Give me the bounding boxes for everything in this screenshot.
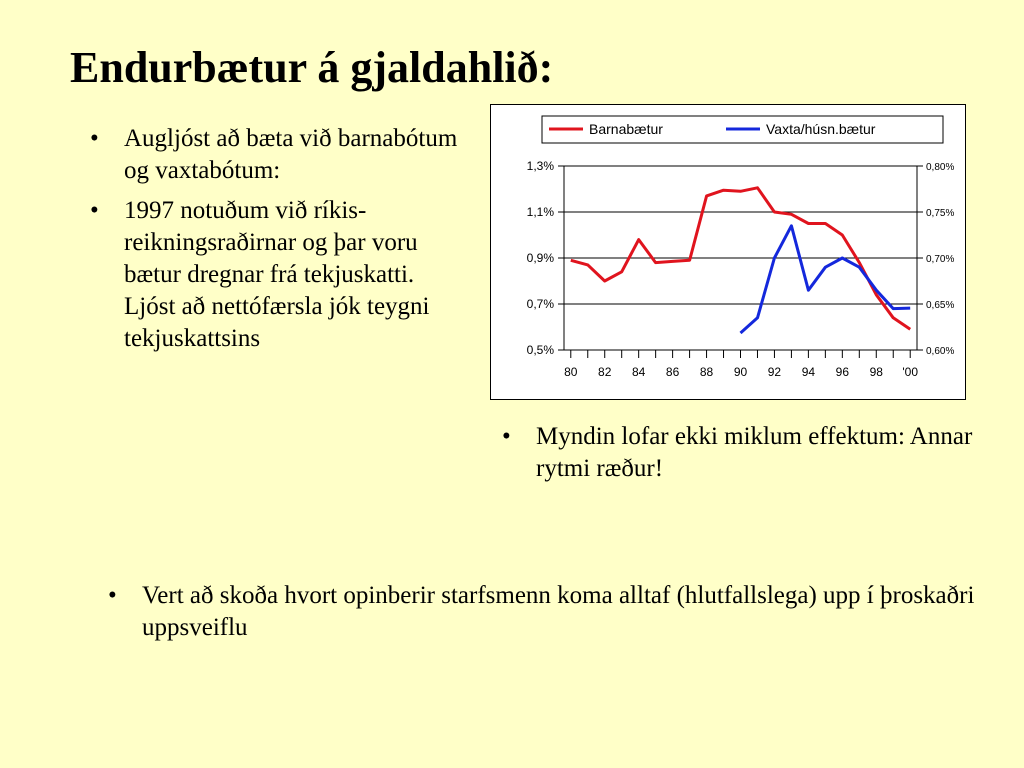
bullet-text: Myndin lofar ekki miklum effektum: Annar rytmi ræður! [536, 423, 973, 482]
y-left-tick-label: 1,3% [526, 159, 554, 173]
slide-title: Endurbætur á gjaldahlið: [70, 43, 554, 92]
legend-label: Barnabætur [589, 121, 663, 137]
x-tick-label: 86 [665, 365, 680, 379]
legend-label: Vaxta/húsn.bætur [766, 121, 876, 137]
x-tick-label: '00 [902, 365, 919, 379]
bullet-symbol: • [90, 125, 99, 152]
y-right-tick-label: 0,80% [926, 162, 955, 173]
bullet-symbol: • [90, 197, 99, 224]
bullet-symbol: • [108, 582, 117, 609]
chart-canvas [491, 105, 967, 401]
bullet-item [88, 123, 468, 187]
bullet-text: 1997 notuðum við ríkis-reikningsraðirnar og þar voru bætur dregnar frá tekjuskatti. Ljóst að nettófærsla jók teygni tekjuskattsins [124, 197, 430, 352]
x-tick-label: 94 [801, 365, 816, 379]
x-tick-label: 98 [869, 365, 883, 379]
x-tick-label: 80 [564, 365, 578, 379]
y-left-tick-label: 1,1% [526, 205, 554, 219]
left-bullet-list [88, 123, 468, 363]
line-chart [490, 104, 966, 400]
bullet-item [106, 580, 986, 644]
bullet-item [88, 195, 468, 355]
y-right-tick-label: 0,65% [926, 300, 955, 311]
bullet-text: Augljóst að bæta við barnabótum og vaxtabótum: [124, 125, 458, 184]
x-tick-label: 84 [631, 365, 646, 379]
y-right-tick-label: 0,70% [926, 254, 955, 265]
bullet-text: Vert að skoða hvort opinberir starfsmenn koma alltaf (hlutfallslega) upp í þroskaðri uppsveiflu [142, 582, 975, 641]
y-right-tick-label: 0,75% [926, 208, 955, 219]
x-tick-label: 82 [598, 365, 612, 379]
bullet-symbol: • [502, 423, 511, 450]
x-tick-label: 88 [699, 365, 714, 379]
y-left-tick-label: 0,7% [526, 297, 554, 311]
x-tick-label: 96 [835, 365, 850, 379]
series-line-vaxta [741, 226, 911, 333]
x-tick-label: 92 [767, 365, 782, 379]
x-tick-label: 90 [733, 365, 748, 379]
series-line-barna [571, 188, 910, 329]
bottom-bullet-list [106, 580, 986, 652]
y-right-tick-label: 0,60% [926, 346, 955, 357]
y-left-tick-label: 0,9% [526, 251, 554, 265]
right-bullet-list [500, 421, 980, 493]
bullet-item [500, 421, 980, 485]
y-left-tick-label: 0,5% [526, 343, 554, 357]
